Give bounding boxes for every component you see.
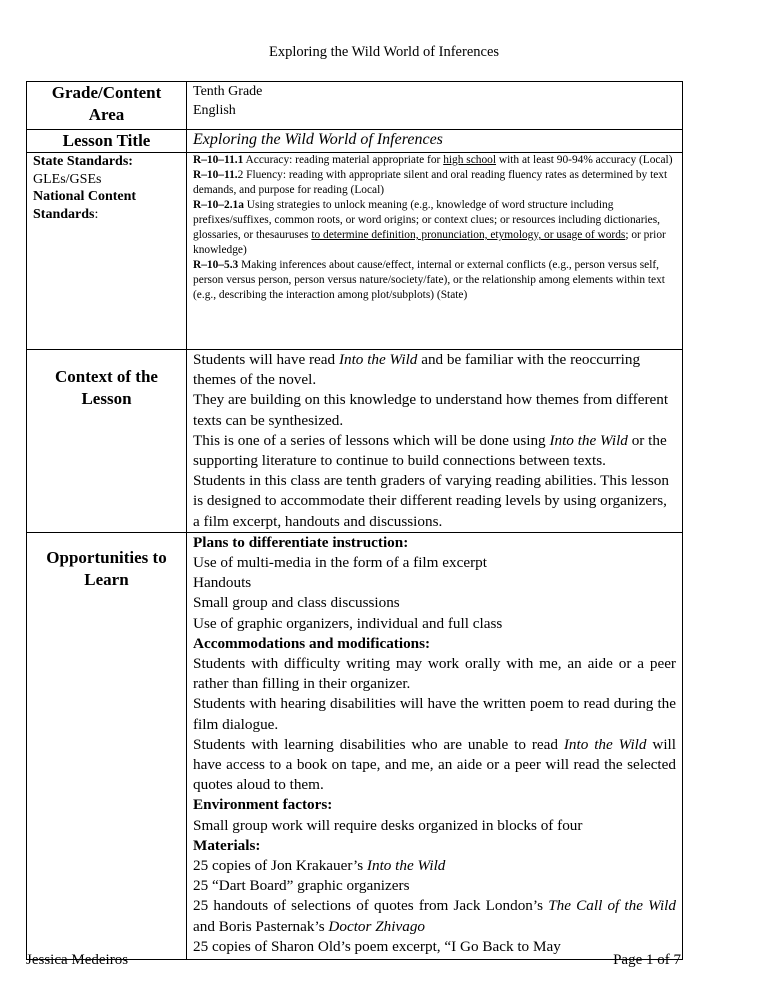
gles-gses-label: GLEs/GSEs — [33, 171, 102, 187]
text: and be familiar with the reoccurring themes of the novel. — [193, 351, 641, 389]
text: or the supporting literature to continue to build connections between texts. — [193, 431, 667, 470]
section-heading — [193, 634, 676, 654]
standard-code: R–10–11. — [193, 169, 238, 181]
text: Students with learning disabilities who are unable to read — [193, 735, 564, 753]
state-standards-label: State Standards: — [33, 154, 133, 169]
list-item: Small group work will require desks organized in blocks of four — [193, 816, 583, 834]
book-title: Into the Wild — [563, 735, 647, 753]
book-title: Into the Wild — [338, 351, 418, 368]
text: and Boris Pasternak’s — [193, 917, 329, 935]
book-title: Into the Wild — [549, 431, 628, 449]
context-label: Context of the Lesson — [55, 367, 158, 408]
opportunities-row — [27, 532, 683, 959]
standard-underline: to determine definition, pronunciation, etymology, or usage of words — [311, 229, 626, 241]
context-paragraph: They are building on this knowledge to understand how themes from different texts can be synthesized. — [193, 391, 669, 429]
standards-list — [193, 153, 676, 303]
list-item — [193, 856, 676, 876]
standard-text: Making inferences about cause/effect, internal or external conflicts (e.g., person versus self, person versus person, person versus nature/society/fate), or the relationship among elements within text (e.g., describing the interaction among plot/subplots) (State) — [193, 259, 665, 301]
content-area-value: English — [193, 103, 236, 118]
colon: : — [94, 206, 99, 222]
book-title: The Call of the Wild — [548, 897, 676, 915]
standard-code: R–10–5.3 — [193, 259, 239, 271]
standard-item — [193, 153, 676, 168]
context-row — [27, 350, 683, 533]
standard-item — [193, 168, 676, 198]
standard-text: ; or prior knowledge) — [193, 229, 666, 256]
footer-page-number: Page 1 of 7 — [613, 952, 681, 968]
list-item: Handouts — [193, 574, 252, 592]
page-header: Exploring the Wild World of Inferences — [268, 44, 500, 60]
opportunities-label: Opportunities to Learn — [46, 547, 167, 589]
list-item: 25 copies of Sharon Old’s poem excerpt, “I Go Back to May — [193, 937, 561, 955]
standard-text: with at least 90-94% accuracy (Local) — [496, 154, 673, 166]
standard-text: 2 Fluency: reading with appropriate silent and oral reading fluency rates as determined by text demands, and purpose for reading (Local) — [193, 169, 668, 196]
grade-row — [27, 82, 683, 130]
standard-text: Using strategies to unlock meaning (e.g., knowledge of word structure including prefixes/suffixes, common roots, or word origins; or context clues; or resources including dictionaries, glossaries, or thesauruses — [193, 199, 661, 241]
standards-row — [27, 153, 683, 350]
list-item — [193, 896, 676, 936]
standard-item — [193, 258, 676, 303]
text: Students will have read — [193, 351, 339, 368]
national-standards-label: National Content Standards — [33, 189, 137, 222]
section-heading — [193, 836, 676, 856]
context-body — [193, 350, 676, 532]
list-item: 25 “Dart Board” graphic organizers — [193, 877, 410, 895]
list-item — [193, 735, 676, 796]
grade-content-area-label: Grade/Content Area — [51, 83, 162, 124]
list-item: Small group and class discussions — [193, 594, 400, 612]
lesson-title-value: Exploring the Wild World of Inferences — [193, 131, 443, 148]
list-item: Students with hearing disabilities will have the written poem to read during the film dialogue. — [193, 695, 676, 733]
heading-text: Accommodations and modifications: — [193, 634, 431, 652]
list-item: Use of graphic organizers, individual and full class — [193, 614, 503, 632]
book-title: Into the Wild — [366, 857, 446, 875]
text: 25 copies of Jon Krakauer’s — [193, 857, 367, 875]
heading-text: Environment factors: — [193, 796, 333, 814]
standard-code: R–10–2.1a — [193, 199, 244, 211]
heading-text: Materials: — [193, 836, 261, 854]
standard-code: R–10–11.1 — [193, 154, 244, 166]
text: This is one of a series of lessons which will be done using — [193, 431, 550, 449]
lesson-plan-table — [26, 81, 683, 960]
standard-text: Accuracy: reading material appropriate for — [243, 154, 444, 166]
section-heading — [193, 795, 676, 815]
standard-item — [193, 198, 676, 258]
section-heading — [193, 533, 676, 553]
text: 25 handouts of selections of quotes from Jack London’s — [193, 897, 549, 915]
footer-author: Jessica Medeiros — [26, 952, 129, 968]
context-paragraph — [193, 431, 676, 471]
standard-underline: high school — [443, 154, 497, 166]
lesson-title-row — [27, 130, 683, 153]
context-paragraph — [193, 350, 676, 390]
lesson-title-label: Lesson Title — [62, 131, 151, 150]
opportunities-body — [193, 533, 676, 957]
heading-text: Plans to differentiate instruction: — [193, 533, 409, 551]
grade-value: Tenth Grade — [193, 84, 263, 99]
context-paragraph: Students in this class are tenth graders of varying reading abilities. This lesson is designed to accommodate their different reading levels by using organizers, a film excerpt, handouts and discussions. — [193, 472, 669, 530]
text: will have access to a book on tape, and me, an aide or a peer will read the selected quotes aloud to them. — [193, 735, 676, 794]
book-title: Doctor Zhivago — [328, 917, 426, 935]
list-item: Students with difficulty writing may work orally with me, an aide or a peer rather than filling in their organizer. — [193, 655, 676, 693]
standards-label — [33, 153, 180, 223]
list-item: Use of multi-media in the form of a film excerpt — [193, 554, 487, 572]
